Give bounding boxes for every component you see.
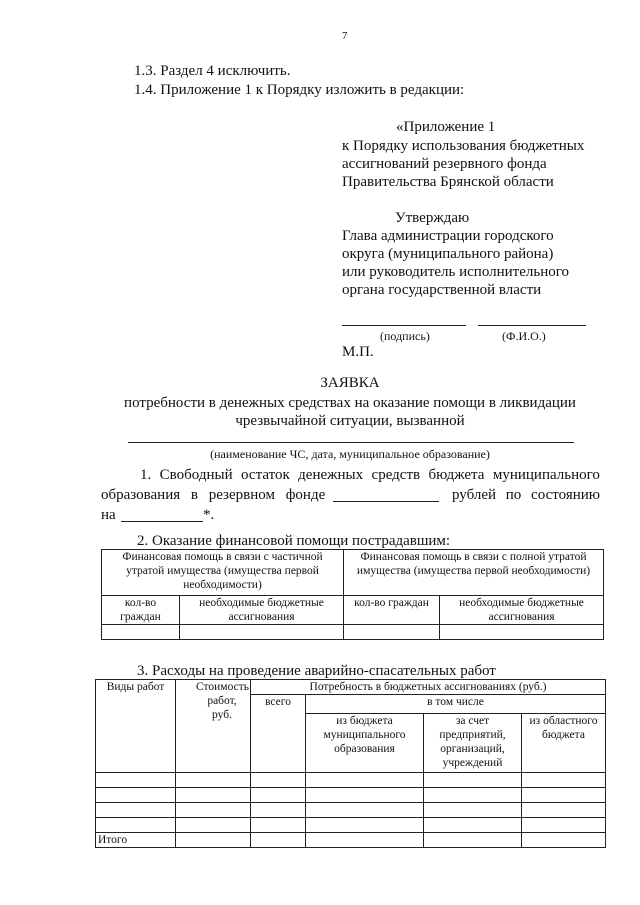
reserve-amount-blank[interactable]: [333, 501, 439, 502]
table-cell[interactable]: [96, 818, 176, 833]
table-cell[interactable]: [424, 803, 522, 818]
col-work-cost: Стоимость работ, руб.: [176, 680, 251, 773]
application-subtitle: потребности в денежных средствах на оказание помощи в ликвидации: [124, 395, 576, 411]
signature-label: (подпись): [380, 329, 430, 343]
col-budget-need: Потребность в бюджетных ассигнованиях (руб.): [251, 680, 606, 695]
col-budget-needed: необходимые бюджетные ассигнования: [440, 596, 604, 625]
table-cell[interactable]: [96, 803, 176, 818]
table-row: [96, 680, 606, 695]
table-cell[interactable]: [424, 833, 522, 848]
header-full-loss: Финансовая помощь в связи с полной утратой имущества (имущества первой необходимости): [344, 550, 604, 596]
table-cell[interactable]: [251, 773, 306, 788]
table-cell[interactable]: [522, 788, 606, 803]
date-blank[interactable]: [121, 521, 203, 522]
emergency-caption: (наименование ЧС, дата, муниципальное образование): [210, 447, 490, 461]
item-1-3: 1.3. Раздел 4 исключить.: [134, 63, 291, 79]
table-cell[interactable]: [306, 788, 424, 803]
table-row: [96, 803, 606, 818]
table-cell[interactable]: [102, 625, 180, 640]
table-cell[interactable]: [424, 818, 522, 833]
section1-line1: [140, 466, 600, 484]
section1-word: остаток: [241, 467, 290, 483]
table-cell[interactable]: [96, 773, 176, 788]
col-budget-needed: необходимые бюджетные ассигнования: [180, 596, 344, 625]
table-cell[interactable]: [176, 788, 251, 803]
table-row: [102, 596, 604, 625]
financial-aid-table: [101, 549, 604, 640]
table-cell[interactable]: [344, 625, 440, 640]
appendix-line: Правительства Брянской области: [342, 174, 554, 190]
table-cell[interactable]: [306, 818, 424, 833]
table-cell[interactable]: [176, 818, 251, 833]
table-cell[interactable]: [251, 788, 306, 803]
section1-line2-end: рублей по состоянию: [452, 487, 600, 503]
appendix-line: ассигнований резервного фонда: [342, 156, 547, 172]
section2-title: 2. Оказание финансовой помощи пострадавшим:: [137, 533, 451, 549]
name-label: (Ф.И.О.): [502, 329, 546, 343]
table-cell[interactable]: [522, 833, 606, 848]
page-number: 7: [342, 30, 348, 42]
table-cell[interactable]: [96, 788, 176, 803]
col-municipal-budget: из бюджета муниципального образования: [306, 714, 424, 773]
total-row-label: Итого: [96, 833, 176, 848]
table-cell[interactable]: [176, 803, 251, 818]
table-cell[interactable]: [176, 773, 251, 788]
table-cell[interactable]: [424, 773, 522, 788]
appendix-line: к Порядку использования бюджетных: [342, 138, 585, 154]
table-row: [96, 833, 606, 848]
approval-line: Глава администрации городского: [342, 228, 554, 244]
col-enterprises: за счет предприятий, организаций, учреждений: [424, 714, 522, 773]
approval-line: или руководитель исполнительного: [342, 264, 570, 280]
table-cell[interactable]: [251, 818, 306, 833]
table-cell[interactable]: [306, 833, 424, 848]
col-citizens-count: кол-во граждан: [344, 596, 440, 625]
approval-line: органа государственной власти: [342, 282, 542, 298]
table-row: [96, 818, 606, 833]
table-cell[interactable]: [251, 833, 306, 848]
table-cell[interactable]: [251, 803, 306, 818]
section3-title: 3. Расходы на проведение аварийно-спасательных работ: [137, 663, 496, 679]
col-total: всего: [251, 695, 306, 773]
col-including: в том числе: [306, 695, 606, 714]
emergency-name-line: [128, 442, 574, 443]
approval-line: округа (муниципального района): [342, 246, 554, 262]
header-partial-loss: Финансовая помощь в связи с частичной утратой имущества (имущества первой необходимости): [102, 550, 344, 596]
table-cell[interactable]: [176, 833, 251, 848]
appendix-title: «Приложение 1: [396, 119, 496, 135]
table-row: [102, 625, 604, 640]
name-line: [478, 325, 586, 326]
table-cell[interactable]: [522, 803, 606, 818]
approval-title: Утверждаю: [395, 210, 470, 226]
table-cell[interactable]: [522, 773, 606, 788]
table-cell[interactable]: [522, 818, 606, 833]
section1-number: 1.: [140, 467, 152, 483]
section1-word: средств: [371, 467, 421, 483]
table-cell[interactable]: [306, 803, 424, 818]
section1-line3-end: *.: [203, 507, 215, 523]
section1-word: Свободный: [159, 467, 233, 483]
signature-line: [342, 325, 466, 326]
col-regional-budget: из областного бюджета: [522, 714, 606, 773]
section1-word: муниципального: [492, 467, 600, 483]
application-title: ЗАЯВКА: [320, 375, 380, 391]
section1-word: денежных: [298, 467, 364, 483]
table-cell[interactable]: [440, 625, 604, 640]
table-row: [96, 788, 606, 803]
rescue-costs-table: [95, 679, 606, 848]
table-row: [96, 773, 606, 788]
stamp-label: М.П.: [342, 344, 374, 360]
table-cell[interactable]: [424, 788, 522, 803]
item-1-4: 1.4. Приложение 1 к Порядку изложить в редакции:: [134, 82, 465, 98]
table-cell[interactable]: [306, 773, 424, 788]
section1-word: бюджета: [428, 467, 485, 483]
section1-line3-start: на: [101, 507, 116, 523]
col-citizens-count: кол-во граждан: [102, 596, 180, 625]
application-subtitle: чрезвычайной ситуации, вызванной: [235, 413, 465, 429]
section1-line2-start: образования в резервном фонде: [101, 487, 326, 503]
col-work-types: Виды работ: [96, 680, 176, 773]
table-row: [102, 550, 604, 596]
table-cell[interactable]: [180, 625, 344, 640]
